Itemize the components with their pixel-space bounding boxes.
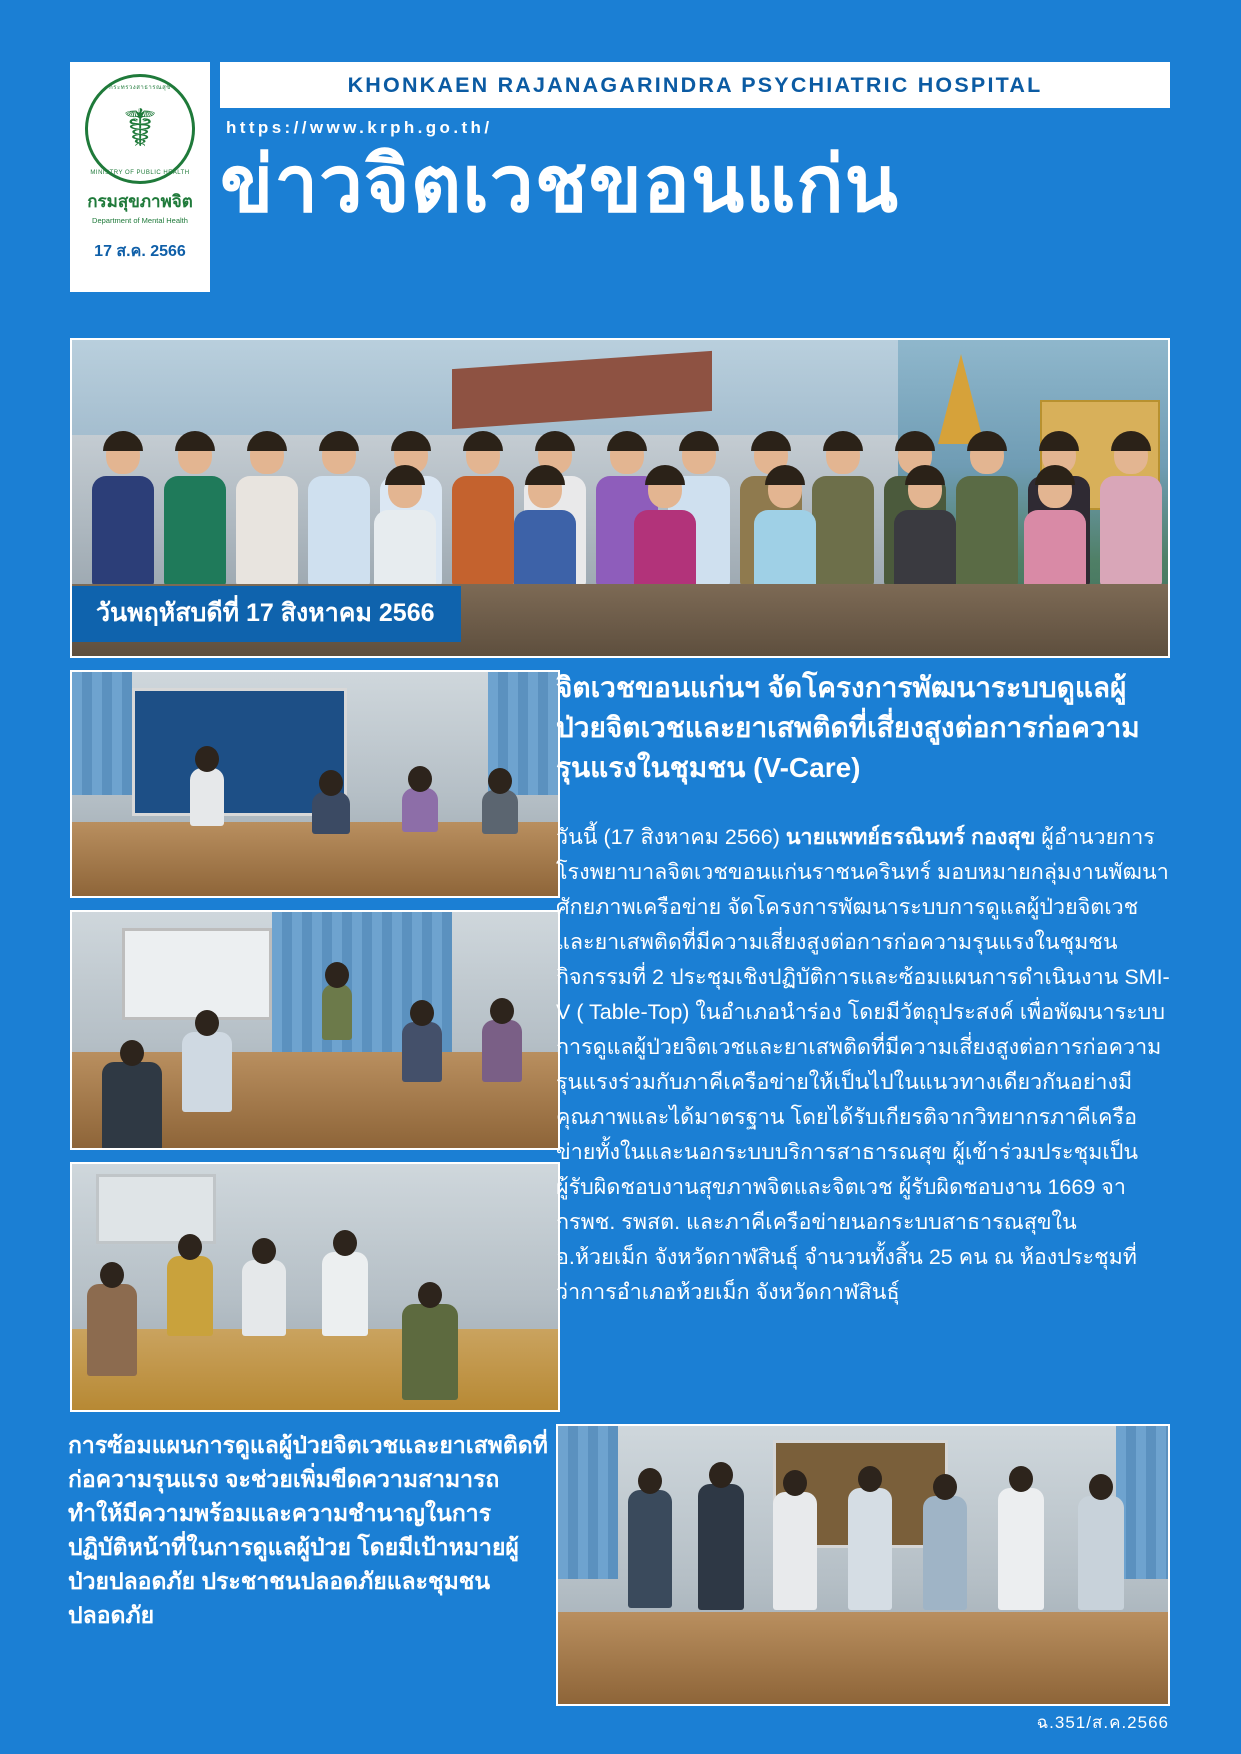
person-figure bbox=[450, 436, 516, 586]
article-lead-name: นายแพทย์ธรณินทร์ กองสุข bbox=[785, 825, 1036, 849]
attendee-figure bbox=[312, 792, 350, 834]
attendee-figure bbox=[102, 1062, 162, 1150]
header-right bbox=[220, 62, 1170, 292]
attendee-figure bbox=[1078, 1496, 1124, 1610]
attendee-figure bbox=[848, 1488, 892, 1610]
meeting-table bbox=[70, 1329, 560, 1412]
attendee-figure bbox=[322, 1252, 368, 1336]
closing-statement: การซ้อมแผนการดูแลผู้ป่วยจิตเวชและยาเสพติดที่ก่อความรุนแรง จะช่วยเพิ่มขีดความสามารถทำให้มีความพร้อมและความชำนาญในการปฏิบัติหน้าที่ในการดูแลผู้ป่วย โดยมีเป้าหมายผู้ป่วยปลอดภัย ประชาชนปลอดภัยและชุมชนปลอดภัย bbox=[68, 1432, 548, 1629]
department-name-th: กรมสุขภาพจิต bbox=[87, 192, 193, 211]
attendee-figure bbox=[998, 1488, 1044, 1610]
logo-ring-top-text: กระทรวงสาธารณสุข bbox=[109, 85, 171, 91]
footer-issue-code: ฉ.351/ส.ค.2566 bbox=[1036, 1713, 1169, 1732]
article-body-text: ผู้อำนวยการโรงพยาบาลจิตเวชขอนแก่นราชนครินทร์ มอบหมายกลุ่มงานพัฒนาศักยภาพเครือข่าย จัดโครงการพัฒนาระบบการดูแลผู้ป่วยจิตเวชและยาเสพติดที่มีความเสี่ยงสูงต่อการก่อความรุนแรงในชุมชน กิจกรรมที่ 2 ประชุมเชิงปฏิบัติการและซ้อมแผนการดำเนินงาน SMI-V ( Table-Top) ในอำเภอนำร่อง โดยมีวัตถุประสงค์ เพื่อพัฒนาระบบการดูแลผู้ป่วยจิตเวชและยาเสพติดที่มีความเสี่ยงสูงต่อการก่อความรุนแรงร่วมกับภาคีเครือข่ายให้เป็นไปในแนวทางเดียวกันอย่างมีคุณภาพและได้มาตรฐาน โดยได้รับเกียรติจากวิทยากรภาคีเครือข่ายทั้งในและนอกระบบบริการสาธารณสุข ผู้เข้าร่วมประชุมเป็นผู้รับผิดชอบงานสุขภาพจิตและจิตเวช ผู้รับผิดชอบงาน 1669 จากรพช. รพสต. และภาคีเครือข่ายนอกระบบสาธารณสุขใน อ.ห้วยเม็ก จังหวัดกาฬสินธุ์ จำนวนทั้งสิ้น 25 คน ณ ห้องประชุมที่ว่าการอำเภอห้วยเม็ก จังหวัดกาฬสินธุ์ bbox=[556, 825, 1170, 1305]
photo-presentation-ucare bbox=[70, 670, 560, 898]
attendee-figure bbox=[482, 790, 518, 834]
projector-screen bbox=[122, 928, 272, 1020]
hospital-name-bar bbox=[220, 62, 1170, 108]
presenter-figure bbox=[190, 768, 224, 826]
attendee-figure bbox=[402, 1304, 458, 1400]
person-figure bbox=[90, 436, 156, 586]
website-url[interactable]: https://www.krph.go.th/ bbox=[226, 118, 493, 137]
person-figure bbox=[234, 436, 300, 586]
person-figure bbox=[162, 436, 228, 586]
ministry-of-public-health-logo-icon bbox=[85, 74, 195, 184]
attendee-figure bbox=[773, 1492, 817, 1610]
page-header bbox=[70, 62, 1170, 292]
person-figure bbox=[306, 436, 372, 586]
projector-screen bbox=[96, 1174, 216, 1244]
photo-group-activity bbox=[556, 1424, 1170, 1706]
page-title: ข่าวจิตเวชขอนแก่น bbox=[220, 140, 899, 228]
attendee-figure bbox=[698, 1484, 744, 1610]
attendee-figure bbox=[402, 1022, 442, 1082]
article-lead-date: วันนี้ (17 สิงหาคม 2566) bbox=[556, 825, 786, 849]
temple-spire bbox=[938, 354, 984, 444]
issue-date: 17 ส.ค. 2566 bbox=[94, 243, 186, 260]
article-headline: จิตเวชขอนแก่นฯ จัดโครงการพัฒนาระบบดูแลผู้ป่วยจิตเวชและยาเสพติดที่เสี่ยงสูงต่อการก่อความรุนแรงในชุมชน (V-Care) bbox=[556, 672, 1140, 783]
person-figure bbox=[954, 436, 1020, 586]
attendee-figure bbox=[482, 1020, 522, 1082]
caduceus-icon: ☤ bbox=[122, 100, 158, 158]
hero-photo-group bbox=[70, 338, 1170, 658]
hero-caption: วันพฤหัสบดีที่ 17 สิงหาคม 2566 bbox=[72, 586, 461, 642]
attendee-figure bbox=[322, 984, 352, 1040]
department-name-en: Department of Mental Health bbox=[92, 216, 188, 225]
attendee-figure bbox=[402, 788, 438, 832]
attendee-figure bbox=[242, 1260, 286, 1336]
article-body bbox=[556, 820, 1170, 1310]
person-figure bbox=[810, 436, 876, 586]
meeting-table bbox=[556, 1612, 1170, 1706]
attendee-figure bbox=[167, 1256, 213, 1336]
photo-participants-table bbox=[70, 1162, 560, 1412]
attendee-figure bbox=[182, 1032, 232, 1112]
person-figure bbox=[1098, 436, 1164, 586]
photo-meeting-room-acer bbox=[70, 910, 560, 1150]
hospital-name: KHONKAEN RAJANAGARINDRA PSYCHIATRIC HOSPITAL bbox=[347, 72, 1043, 97]
attendee-figure bbox=[628, 1490, 672, 1608]
attendee-figure bbox=[923, 1496, 967, 1610]
logo-box bbox=[70, 62, 210, 292]
attendee-figure bbox=[87, 1284, 137, 1376]
logo-ring-bottom-text: MINISTRY OF PUBLIC HEALTH bbox=[90, 170, 190, 176]
